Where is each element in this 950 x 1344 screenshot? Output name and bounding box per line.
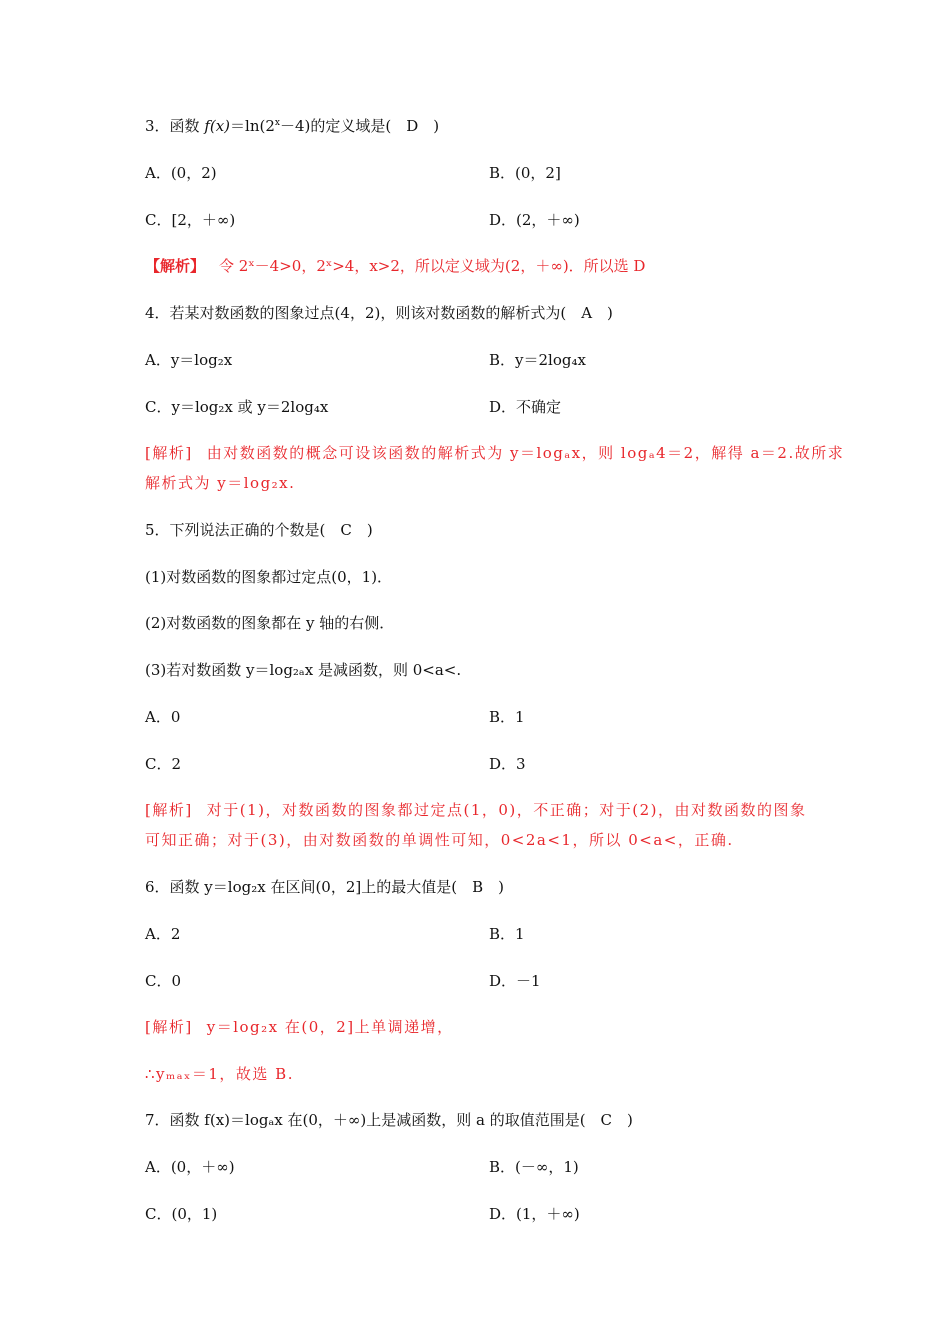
q4-option-a: A．y＝log₂x bbox=[145, 351, 233, 369]
q6-solution-line2: ∴yₘₐₓ＝1，故选 B. bbox=[145, 1065, 294, 1083]
q6-option-d: D．－1 bbox=[489, 972, 541, 990]
q4-solution-line1: [解析] 由对数函数的概念可设该函数的解析式为 y＝logₐx，则 logₐ4＝2，解得 a＝2.故所求 bbox=[145, 444, 845, 462]
q3-option-c: C．[2，＋∞) bbox=[145, 211, 236, 229]
q5-option-b: B．1 bbox=[489, 708, 525, 726]
solution-tag: [解析] bbox=[145, 444, 193, 462]
q3-option-b: B．(0，2] bbox=[489, 164, 561, 182]
q4-option-c: C．y＝log₂x 或 y＝2log₄x bbox=[145, 398, 329, 416]
solution-tag: 【解析】 bbox=[145, 257, 206, 275]
q4-stem: 4．若某对数函数的图象过点(4，2)，则该对数函数的解析式为( A ) bbox=[145, 304, 613, 322]
q6-option-a: A．2 bbox=[145, 925, 181, 943]
q4-solution-line2: 解析式为 y＝log₂x. bbox=[145, 474, 296, 492]
q7-option-c: C．(0，1) bbox=[145, 1205, 218, 1223]
solution-tag: [解析] bbox=[145, 801, 193, 819]
q5-stem: 5．下列说法正确的个数是( C ) bbox=[145, 521, 373, 539]
q4-option-b: B．y＝2log₄x bbox=[489, 351, 586, 369]
q5-statement-2: (2)对数函数的图象都在 y 轴的右侧． bbox=[145, 614, 395, 632]
solution-tag: [解析] bbox=[145, 1018, 193, 1036]
q3-solution-text: 令 2ˣ－4>0，2ˣ>4，x>2，所以定义域为(2，＋∞)．所以选 D bbox=[219, 257, 646, 275]
q5-option-d: D．3 bbox=[489, 755, 526, 773]
q5-option-c: C．2 bbox=[145, 755, 182, 773]
q3-solution bbox=[145, 256, 645, 276]
q7-option-d: D．(1，＋∞) bbox=[489, 1205, 580, 1223]
q3-option-a: A．(0，2) bbox=[145, 164, 217, 182]
q5-solution-line1: [解析] 对于(1)，对数函数的图象都过定点(1，0)，不正确；对于(2)，由对数函数的图象 bbox=[145, 801, 807, 819]
q6-stem: 6．函数 y＝log₂x 在区间(0，2]上的最大值是( B ) bbox=[145, 878, 504, 896]
q5-statement-1: (1)对数函数的图象都过定点(0，1)． bbox=[145, 568, 393, 586]
q7-stem: 7．函数 f(x)＝logₐx 在(0，＋∞)上是减函数，则 a 的取值范围是( C ) bbox=[145, 1111, 633, 1129]
q7-option-a: A．(0，＋∞) bbox=[145, 1158, 235, 1176]
q4-option-d: D．不确定 bbox=[489, 398, 562, 416]
q3-option-d: D．(2，＋∞) bbox=[489, 211, 580, 229]
q3-stem: 3．函数 $f(x)=\ln(2^x-4)$的定义域是( D ) bbox=[145, 117, 440, 135]
q6-solution-line1: [解析] y＝log₂x 在(0，2]上单调递增， bbox=[145, 1018, 454, 1036]
q6-option-c: C．0 bbox=[145, 972, 182, 990]
q7-option-b: B．(－∞，1) bbox=[489, 1158, 579, 1176]
q5-statement-3: (3)若对数函数 y＝log₂ₐx 是减函数，则 0<a<. bbox=[145, 661, 462, 679]
q5-solution-line2: 可知正确；对于(3)，由对数函数的单调性可知，0<2a<1，所以 0<a<，正确. bbox=[145, 831, 734, 849]
q6-option-b: B．1 bbox=[489, 925, 525, 943]
q5-option-a: A．0 bbox=[145, 708, 181, 726]
